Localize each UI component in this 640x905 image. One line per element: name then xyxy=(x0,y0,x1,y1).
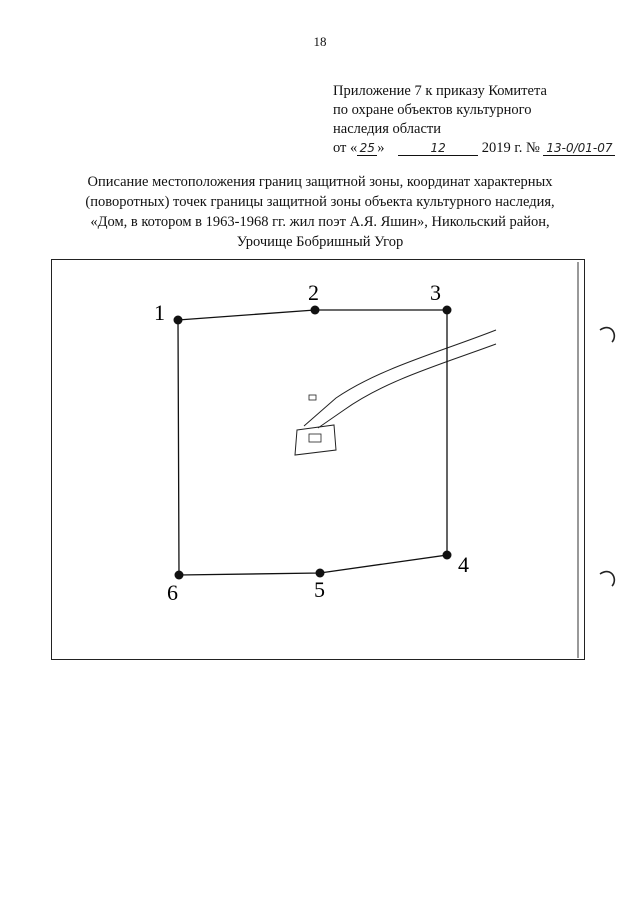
heading-line-1: Описание местоположения границ защитной зоны, координат характерных xyxy=(87,174,553,190)
year-text: 2019 г. № xyxy=(481,140,540,156)
point-label-3: 3 xyxy=(430,280,441,305)
date-prefix: от « xyxy=(333,140,358,156)
boundary-point-2 xyxy=(311,306,320,315)
page-number: 18 xyxy=(313,34,327,49)
appendix-line-2: по охране объектов культурного xyxy=(333,102,532,118)
point-label-4: 4 xyxy=(458,552,469,577)
house-inner-mark xyxy=(309,434,321,442)
heading-line-3: «Дом, в котором в 1963-1968 гг. жил поэт А.Я. Яшин», Никольский район, xyxy=(90,214,550,230)
point-label-1: 1 xyxy=(154,300,165,325)
road-edge-lower xyxy=(318,344,496,428)
point-label-2: 2 xyxy=(308,280,319,305)
protection-zone-boundary xyxy=(178,310,447,575)
point-label-5: 5 xyxy=(314,577,325,602)
house-footprint xyxy=(295,425,336,455)
date-day-close: » xyxy=(377,140,385,156)
boundary-point-4 xyxy=(443,551,452,560)
handwritten-day: 25 xyxy=(357,141,377,156)
binder-mark-bottom xyxy=(600,572,614,586)
appendix-line-3: наследия области xyxy=(333,121,442,137)
appendix-line-1: Приложение 7 к приказу Комитета xyxy=(333,83,547,99)
point-label-6: 6 xyxy=(167,580,178,605)
small-structure xyxy=(309,395,316,400)
heading-line-4: Урочище Бобришный Угор xyxy=(236,234,404,250)
handwritten-month: 12 xyxy=(398,141,478,156)
binder-mark-top xyxy=(600,328,614,342)
heading-line-2: (поворотных) точек границы защитной зоны объекта культурного наследия, xyxy=(85,194,555,210)
handwritten-order-number: 13-0/01-07 xyxy=(543,141,615,156)
road-edge-upper xyxy=(304,330,496,426)
boundary-point-3 xyxy=(443,306,452,315)
boundary-point-6 xyxy=(175,571,184,580)
boundary-point-1 xyxy=(174,316,183,325)
